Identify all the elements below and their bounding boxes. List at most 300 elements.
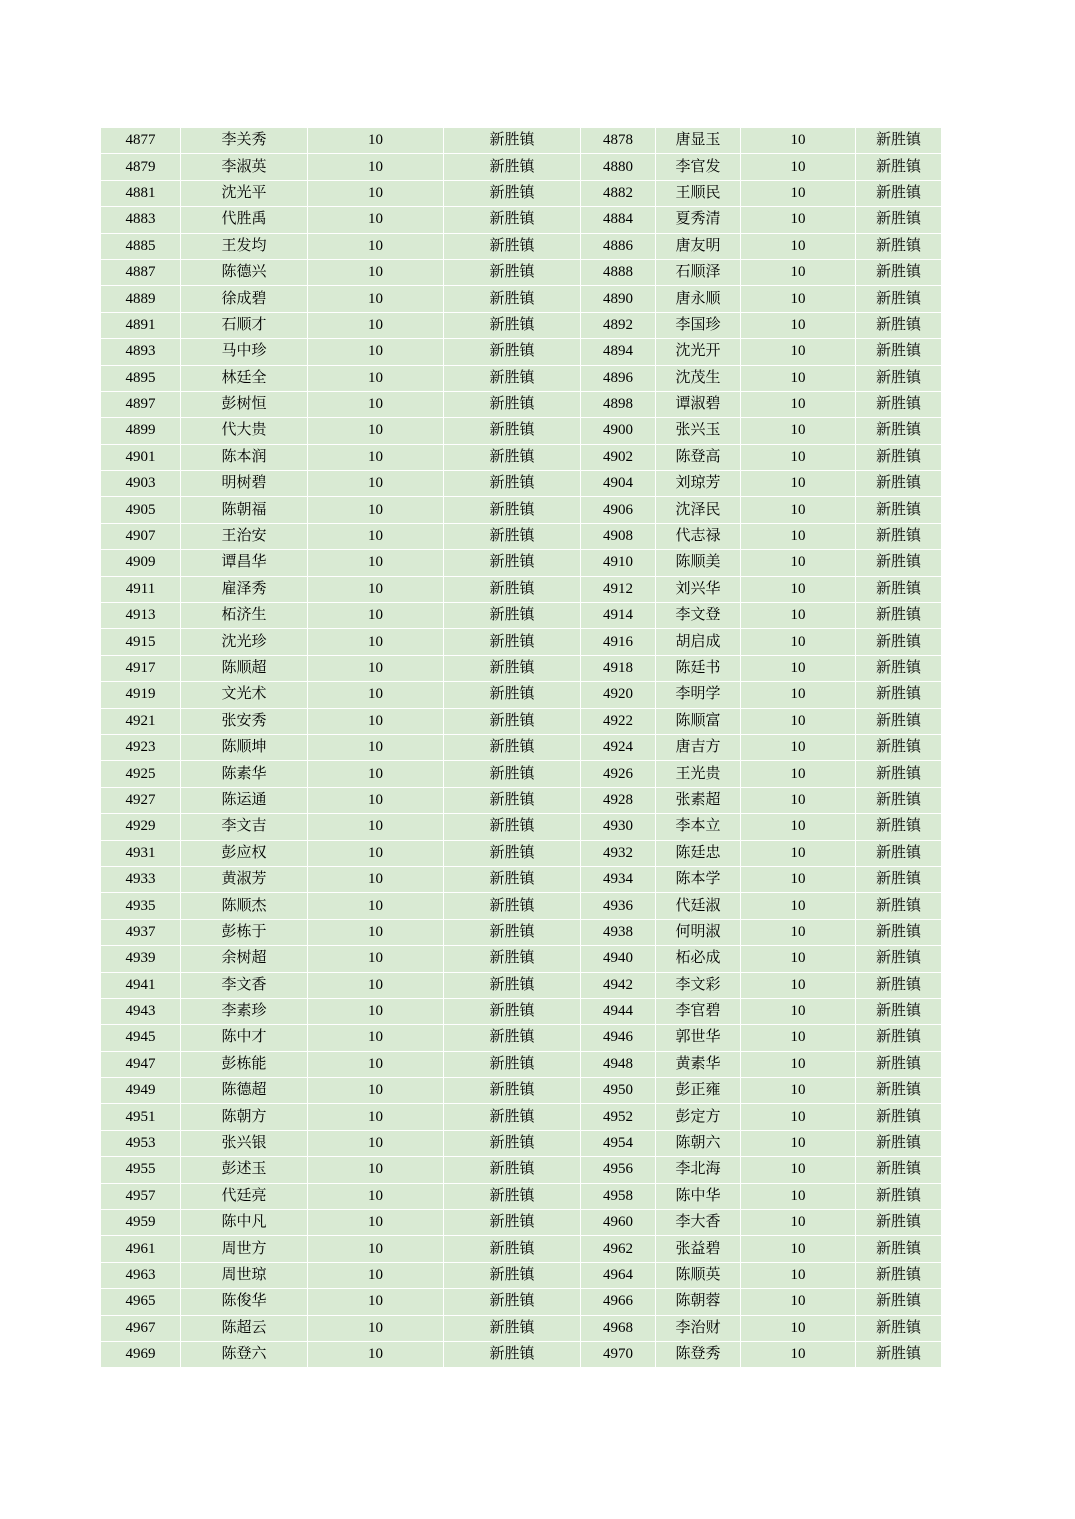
town-cell: 新胜镇 (444, 814, 581, 840)
score-cell: 10 (741, 682, 856, 708)
name-cell: 何明淑 (656, 919, 741, 945)
score-cell: 10 (741, 603, 856, 629)
town-cell: 新胜镇 (444, 893, 581, 919)
score-cell: 10 (741, 866, 856, 892)
score-cell: 10 (741, 180, 856, 206)
score-cell: 10 (308, 1210, 444, 1236)
table-row (101, 998, 942, 1024)
serial-cell: 4967 (101, 1315, 181, 1341)
name-cell: 刘兴华 (656, 576, 741, 602)
score-cell: 10 (741, 339, 856, 365)
serial-cell: 4909 (101, 550, 181, 576)
name-cell: 李素珍 (181, 998, 308, 1024)
town-cell: 新胜镇 (856, 629, 942, 655)
town-cell: 新胜镇 (856, 576, 942, 602)
score-cell: 10 (308, 550, 444, 576)
score-cell: 10 (741, 629, 856, 655)
name-cell: 陈中才 (181, 1025, 308, 1051)
score-cell: 10 (308, 840, 444, 866)
table-row (101, 655, 942, 681)
name-cell: 代志禄 (656, 523, 741, 549)
town-cell: 新胜镇 (444, 418, 581, 444)
name-cell: 代大贵 (181, 418, 308, 444)
town-cell: 新胜镇 (444, 946, 581, 972)
table-row (101, 497, 942, 523)
town-cell: 新胜镇 (444, 866, 581, 892)
name-cell: 沈茂生 (656, 365, 741, 391)
name-cell: 陈德兴 (181, 259, 308, 285)
town-cell: 新胜镇 (444, 1341, 581, 1367)
serial-cell: 4966 (581, 1289, 656, 1315)
score-cell: 10 (741, 946, 856, 972)
table-row (101, 787, 942, 813)
name-cell: 明树碧 (181, 471, 308, 497)
name-cell: 沈光珍 (181, 629, 308, 655)
town-cell: 新胜镇 (444, 603, 581, 629)
town-cell: 新胜镇 (444, 1104, 581, 1130)
name-cell: 陈登高 (656, 444, 741, 470)
serial-cell: 4893 (101, 339, 181, 365)
score-cell: 10 (308, 312, 444, 338)
serial-cell: 4903 (101, 471, 181, 497)
table-row (101, 365, 942, 391)
table-row (101, 1130, 942, 1156)
table-row (101, 761, 942, 787)
serial-cell: 4923 (101, 734, 181, 760)
table-row (101, 1078, 942, 1104)
score-cell: 10 (308, 893, 444, 919)
score-cell: 10 (308, 444, 444, 470)
score-cell: 10 (308, 1289, 444, 1315)
serial-cell: 4899 (101, 418, 181, 444)
town-cell: 新胜镇 (856, 1025, 942, 1051)
town-cell: 新胜镇 (856, 128, 942, 154)
serial-cell: 4955 (101, 1157, 181, 1183)
table-row (101, 339, 942, 365)
serial-cell: 4927 (101, 787, 181, 813)
score-cell: 10 (308, 1262, 444, 1288)
table-row (101, 233, 942, 259)
town-cell: 新胜镇 (444, 550, 581, 576)
town-cell: 新胜镇 (444, 339, 581, 365)
table-row (101, 444, 942, 470)
name-cell: 李北海 (656, 1157, 741, 1183)
serial-cell: 4952 (581, 1104, 656, 1130)
score-cell: 10 (308, 866, 444, 892)
town-cell: 新胜镇 (856, 418, 942, 444)
name-cell: 张兴玉 (656, 418, 741, 444)
serial-cell: 4917 (101, 655, 181, 681)
name-cell: 王发均 (181, 233, 308, 259)
town-cell: 新胜镇 (856, 365, 942, 391)
serial-cell: 4928 (581, 787, 656, 813)
town-cell: 新胜镇 (856, 1183, 942, 1209)
town-cell: 新胜镇 (444, 233, 581, 259)
name-cell: 沈光平 (181, 180, 308, 206)
score-cell: 10 (741, 1262, 856, 1288)
town-cell: 新胜镇 (444, 682, 581, 708)
score-cell: 10 (308, 523, 444, 549)
table-row (101, 259, 942, 285)
table-row (101, 1262, 942, 1288)
score-cell: 10 (308, 418, 444, 444)
name-cell: 陈朝方 (181, 1104, 308, 1130)
score-cell: 10 (741, 919, 856, 945)
serial-cell: 4919 (101, 682, 181, 708)
name-cell: 陈廷忠 (656, 840, 741, 866)
town-cell: 新胜镇 (856, 787, 942, 813)
score-cell: 10 (741, 1236, 856, 1262)
serial-cell: 4968 (581, 1315, 656, 1341)
name-cell: 唐友明 (656, 233, 741, 259)
serial-cell: 4921 (101, 708, 181, 734)
score-cell: 10 (741, 814, 856, 840)
table-row (101, 1183, 942, 1209)
name-cell: 夏秀清 (656, 207, 741, 233)
name-cell: 王治安 (181, 523, 308, 549)
serial-cell: 4934 (581, 866, 656, 892)
name-cell: 黄素华 (656, 1051, 741, 1077)
town-cell: 新胜镇 (856, 840, 942, 866)
name-cell: 黄淑芳 (181, 866, 308, 892)
table-row (101, 1236, 942, 1262)
town-cell: 新胜镇 (856, 734, 942, 760)
serial-cell: 4916 (581, 629, 656, 655)
name-cell: 陈超云 (181, 1315, 308, 1341)
serial-cell: 4877 (101, 128, 181, 154)
serial-cell: 4947 (101, 1051, 181, 1077)
town-cell: 新胜镇 (856, 550, 942, 576)
town-cell: 新胜镇 (856, 761, 942, 787)
score-cell: 10 (741, 154, 856, 180)
town-cell: 新胜镇 (444, 471, 581, 497)
table-row (101, 1157, 942, 1183)
roster-table (100, 127, 942, 1368)
serial-cell: 4961 (101, 1236, 181, 1262)
name-cell: 沈光开 (656, 339, 741, 365)
town-cell: 新胜镇 (856, 814, 942, 840)
serial-cell: 4942 (581, 972, 656, 998)
score-cell: 10 (741, 972, 856, 998)
serial-cell: 4915 (101, 629, 181, 655)
score-cell: 10 (308, 629, 444, 655)
table-row (101, 286, 942, 312)
town-cell: 新胜镇 (856, 946, 942, 972)
town-cell: 新胜镇 (856, 603, 942, 629)
table-row (101, 893, 942, 919)
score-cell: 10 (741, 365, 856, 391)
serial-cell: 4937 (101, 919, 181, 945)
name-cell: 彭树恒 (181, 391, 308, 417)
name-cell: 李文彩 (656, 972, 741, 998)
name-cell: 唐吉方 (656, 734, 741, 760)
name-cell: 李治财 (656, 1315, 741, 1341)
score-cell: 10 (741, 259, 856, 285)
town-cell: 新胜镇 (444, 312, 581, 338)
serial-cell: 4894 (581, 339, 656, 365)
score-cell: 10 (741, 1341, 856, 1367)
serial-cell: 4941 (101, 972, 181, 998)
score-cell: 10 (308, 682, 444, 708)
name-cell: 陈俊华 (181, 1289, 308, 1315)
town-cell: 新胜镇 (856, 866, 942, 892)
town-cell: 新胜镇 (444, 1078, 581, 1104)
score-cell: 10 (308, 365, 444, 391)
name-cell: 张素超 (656, 787, 741, 813)
name-cell: 彭应权 (181, 840, 308, 866)
serial-cell: 4962 (581, 1236, 656, 1262)
table-row (101, 603, 942, 629)
town-cell: 新胜镇 (444, 1130, 581, 1156)
name-cell: 张益碧 (656, 1236, 741, 1262)
town-cell: 新胜镇 (856, 312, 942, 338)
score-cell: 10 (308, 919, 444, 945)
score-cell: 10 (308, 1051, 444, 1077)
score-cell: 10 (741, 286, 856, 312)
name-cell: 李官碧 (656, 998, 741, 1024)
name-cell: 陈本学 (656, 866, 741, 892)
table-row (101, 814, 942, 840)
town-cell: 新胜镇 (856, 1104, 942, 1130)
name-cell: 彭栋能 (181, 1051, 308, 1077)
serial-cell: 4951 (101, 1104, 181, 1130)
name-cell: 陈本润 (181, 444, 308, 470)
name-cell: 王顺民 (656, 180, 741, 206)
town-cell: 新胜镇 (444, 998, 581, 1024)
score-cell: 10 (308, 655, 444, 681)
serial-cell: 4890 (581, 286, 656, 312)
score-cell: 10 (741, 444, 856, 470)
score-cell: 10 (308, 1315, 444, 1341)
town-cell: 新胜镇 (856, 471, 942, 497)
serial-cell: 4911 (101, 576, 181, 602)
serial-cell: 4922 (581, 708, 656, 734)
name-cell: 张安秀 (181, 708, 308, 734)
table-row (101, 550, 942, 576)
name-cell: 李关秀 (181, 128, 308, 154)
town-cell: 新胜镇 (444, 128, 581, 154)
score-cell: 10 (308, 207, 444, 233)
name-cell: 李淑英 (181, 154, 308, 180)
serial-cell: 4910 (581, 550, 656, 576)
name-cell: 陈顺英 (656, 1262, 741, 1288)
score-cell: 10 (308, 1341, 444, 1367)
serial-cell: 4946 (581, 1025, 656, 1051)
name-cell: 李文登 (656, 603, 741, 629)
serial-cell: 4902 (581, 444, 656, 470)
name-cell: 彭栋于 (181, 919, 308, 945)
score-cell: 10 (741, 471, 856, 497)
roster-table-body (101, 128, 942, 1368)
score-cell: 10 (308, 603, 444, 629)
score-cell: 10 (741, 1183, 856, 1209)
name-cell: 代廷亮 (181, 1183, 308, 1209)
town-cell: 新胜镇 (856, 682, 942, 708)
score-cell: 10 (741, 233, 856, 259)
town-cell: 新胜镇 (856, 180, 942, 206)
serial-cell: 4880 (581, 154, 656, 180)
score-cell: 10 (741, 1104, 856, 1130)
serial-cell: 4929 (101, 814, 181, 840)
table-row (101, 1289, 942, 1315)
score-cell: 10 (741, 523, 856, 549)
table-row (101, 972, 942, 998)
town-cell: 新胜镇 (856, 1078, 942, 1104)
name-cell: 李文香 (181, 972, 308, 998)
score-cell: 10 (308, 998, 444, 1024)
serial-cell: 4913 (101, 603, 181, 629)
name-cell: 陈德超 (181, 1078, 308, 1104)
table-row (101, 1025, 942, 1051)
name-cell: 彭述玉 (181, 1157, 308, 1183)
name-cell: 陈登六 (181, 1341, 308, 1367)
table-row (101, 471, 942, 497)
score-cell: 10 (308, 1236, 444, 1262)
town-cell: 新胜镇 (444, 761, 581, 787)
name-cell: 胡启成 (656, 629, 741, 655)
serial-cell: 4970 (581, 1341, 656, 1367)
town-cell: 新胜镇 (444, 180, 581, 206)
score-cell: 10 (308, 1183, 444, 1209)
town-cell: 新胜镇 (856, 259, 942, 285)
table-row (101, 919, 942, 945)
score-cell: 10 (741, 1078, 856, 1104)
town-cell: 新胜镇 (856, 1051, 942, 1077)
name-cell: 唐显玉 (656, 128, 741, 154)
score-cell: 10 (741, 497, 856, 523)
town-cell: 新胜镇 (856, 1157, 942, 1183)
name-cell: 彭正雍 (656, 1078, 741, 1104)
serial-cell: 4940 (581, 946, 656, 972)
table-row (101, 1051, 942, 1077)
serial-cell: 4964 (581, 1262, 656, 1288)
town-cell: 新胜镇 (444, 1051, 581, 1077)
table-row (101, 629, 942, 655)
serial-cell: 4878 (581, 128, 656, 154)
score-cell: 10 (308, 180, 444, 206)
name-cell: 陈顺富 (656, 708, 741, 734)
serial-cell: 4884 (581, 207, 656, 233)
name-cell: 李官发 (656, 154, 741, 180)
score-cell: 10 (308, 946, 444, 972)
name-cell: 彭定方 (656, 1104, 741, 1130)
town-cell: 新胜镇 (444, 1315, 581, 1341)
score-cell: 10 (741, 550, 856, 576)
name-cell: 陈素华 (181, 761, 308, 787)
town-cell: 新胜镇 (444, 655, 581, 681)
table-row (101, 1104, 942, 1130)
town-cell: 新胜镇 (444, 1262, 581, 1288)
serial-cell: 4901 (101, 444, 181, 470)
score-cell: 10 (741, 734, 856, 760)
score-cell: 10 (308, 576, 444, 602)
score-cell: 10 (308, 391, 444, 417)
name-cell: 沈泽民 (656, 497, 741, 523)
score-cell: 10 (308, 734, 444, 760)
score-cell: 10 (308, 1130, 444, 1156)
table-row (101, 840, 942, 866)
town-cell: 新胜镇 (444, 444, 581, 470)
name-cell: 徐成碧 (181, 286, 308, 312)
serial-cell: 4896 (581, 365, 656, 391)
table-row (101, 1341, 942, 1367)
serial-cell: 4954 (581, 1130, 656, 1156)
serial-cell: 4931 (101, 840, 181, 866)
serial-cell: 4879 (101, 154, 181, 180)
town-cell: 新胜镇 (444, 259, 581, 285)
score-cell: 10 (308, 761, 444, 787)
score-cell: 10 (308, 233, 444, 259)
serial-cell: 4965 (101, 1289, 181, 1315)
serial-cell: 4895 (101, 365, 181, 391)
town-cell: 新胜镇 (856, 655, 942, 681)
serial-cell: 4969 (101, 1341, 181, 1367)
name-cell: 雇泽秀 (181, 576, 308, 602)
serial-cell: 4898 (581, 391, 656, 417)
serial-cell: 4907 (101, 523, 181, 549)
name-cell: 余树超 (181, 946, 308, 972)
score-cell: 10 (741, 312, 856, 338)
table-row (101, 207, 942, 233)
name-cell: 代胜禹 (181, 207, 308, 233)
town-cell: 新胜镇 (444, 708, 581, 734)
town-cell: 新胜镇 (856, 523, 942, 549)
town-cell: 新胜镇 (444, 1025, 581, 1051)
score-cell: 10 (741, 1157, 856, 1183)
town-cell: 新胜镇 (856, 893, 942, 919)
score-cell: 10 (741, 1210, 856, 1236)
name-cell: 陈顺超 (181, 655, 308, 681)
serial-cell: 4889 (101, 286, 181, 312)
serial-cell: 4936 (581, 893, 656, 919)
name-cell: 李本立 (656, 814, 741, 840)
town-cell: 新胜镇 (856, 497, 942, 523)
name-cell: 李大香 (656, 1210, 741, 1236)
town-cell: 新胜镇 (856, 444, 942, 470)
score-cell: 10 (308, 1104, 444, 1130)
name-cell: 周世琼 (181, 1262, 308, 1288)
town-cell: 新胜镇 (444, 286, 581, 312)
serial-cell: 4925 (101, 761, 181, 787)
name-cell: 代廷淑 (656, 893, 741, 919)
name-cell: 石顺才 (181, 312, 308, 338)
score-cell: 10 (741, 1289, 856, 1315)
serial-cell: 4959 (101, 1210, 181, 1236)
score-cell: 10 (741, 207, 856, 233)
score-cell: 10 (308, 1157, 444, 1183)
serial-cell: 4904 (581, 471, 656, 497)
serial-cell: 4885 (101, 233, 181, 259)
serial-cell: 4957 (101, 1183, 181, 1209)
table-row (101, 576, 942, 602)
name-cell: 王光贵 (656, 761, 741, 787)
name-cell: 陈中华 (656, 1183, 741, 1209)
score-cell: 10 (308, 154, 444, 180)
name-cell: 陈朝六 (656, 1130, 741, 1156)
town-cell: 新胜镇 (856, 1289, 942, 1315)
town-cell: 新胜镇 (856, 708, 942, 734)
serial-cell: 4883 (101, 207, 181, 233)
serial-cell: 4956 (581, 1157, 656, 1183)
score-cell: 10 (308, 1025, 444, 1051)
score-cell: 10 (741, 391, 856, 417)
town-cell: 新胜镇 (444, 840, 581, 866)
town-cell: 新胜镇 (856, 998, 942, 1024)
serial-cell: 4881 (101, 180, 181, 206)
serial-cell: 4930 (581, 814, 656, 840)
town-cell: 新胜镇 (856, 286, 942, 312)
town-cell: 新胜镇 (444, 365, 581, 391)
